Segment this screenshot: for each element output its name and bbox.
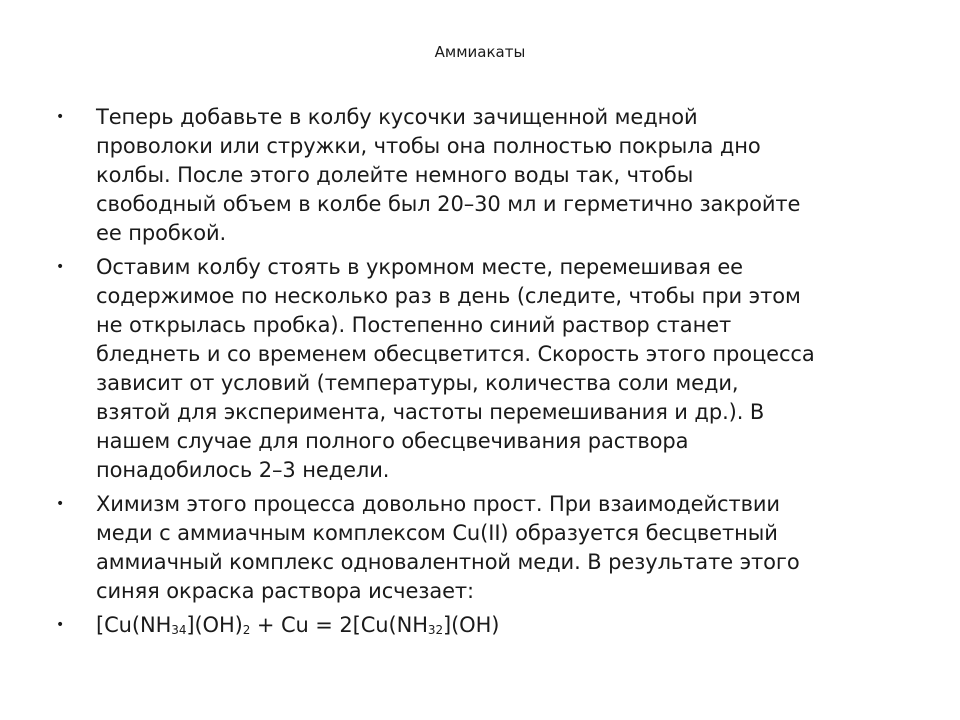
bullet-dot-icon: • bbox=[56, 259, 65, 275]
text-line: зависит от условий (температуры, количества соли меди, bbox=[96, 371, 739, 395]
bullet-item bbox=[56, 490, 916, 606]
text-line: понадобилось 2–3 недели. bbox=[96, 458, 390, 482]
bullet-item bbox=[56, 611, 916, 645]
text-line: синяя окраска раствора исчезает: bbox=[96, 579, 475, 603]
bullet-list bbox=[56, 103, 916, 650]
text-line: ее пробкой. bbox=[96, 221, 227, 245]
text-line: Химизм этого процесса довольно прост. При взаимодействии bbox=[96, 492, 780, 516]
equation-part: + Cu = 2[Cu(NH bbox=[250, 613, 428, 637]
text-line: содержимое по несколько раз в день (следите, чтобы при этом bbox=[96, 284, 801, 308]
bullet-item bbox=[56, 253, 916, 485]
equation-subscript: 3 bbox=[427, 623, 436, 637]
equation-part: [Cu(NH bbox=[96, 613, 172, 637]
text-line: Оставим колбу стоять в укромном месте, перемешивая ее bbox=[96, 255, 743, 279]
equation-part: ](OH) bbox=[443, 613, 500, 637]
equation-line bbox=[96, 611, 916, 645]
equation-subscript: 2 bbox=[435, 623, 443, 637]
text-line: взятой для эксперимента, частоты перемешивания и др.). В bbox=[96, 400, 765, 424]
text-line: колбы. После этого долейте немного воды так, чтобы bbox=[96, 163, 694, 187]
equation-subscript: 4 bbox=[178, 623, 187, 637]
bullet-text bbox=[96, 103, 916, 248]
text-line: свободный объем в колбе был 20–30 мл и герметично закройте bbox=[96, 192, 801, 216]
bullet-dot-icon: • bbox=[56, 496, 65, 512]
text-line: не открылась пробка). Постепенно синий раствор станет bbox=[96, 313, 732, 337]
bullet-item bbox=[56, 103, 916, 248]
chemical-equation bbox=[96, 611, 916, 645]
bullet-text bbox=[96, 253, 916, 485]
text-line: аммиачный комплекс одновалентной меди. В результате этого bbox=[96, 550, 800, 574]
slide-title: Аммиакаты bbox=[434, 43, 526, 61]
equation-part: ](OH) bbox=[186, 613, 243, 637]
text-line: бледнеть и со временем обесцветится. Скорость этого процесса bbox=[96, 342, 815, 366]
equation-subscript: 2 bbox=[242, 623, 251, 637]
text-line: нашем случае для полного обесцвечивания раствора bbox=[96, 429, 689, 453]
text-line: меди с аммиачным комплексом Cu(II) образуется бесцветный bbox=[96, 521, 778, 545]
bullet-dot-icon: • bbox=[56, 617, 65, 633]
text-line: Теперь добавьте в колбу кусочки зачищенной медной bbox=[96, 105, 698, 129]
bullet-text bbox=[96, 490, 916, 606]
bullet-dot-icon: • bbox=[56, 109, 65, 125]
text-line: проволоки или стружки, чтобы она полностью покрыла дно bbox=[96, 134, 761, 158]
equation-subscript: 3 bbox=[171, 623, 179, 637]
